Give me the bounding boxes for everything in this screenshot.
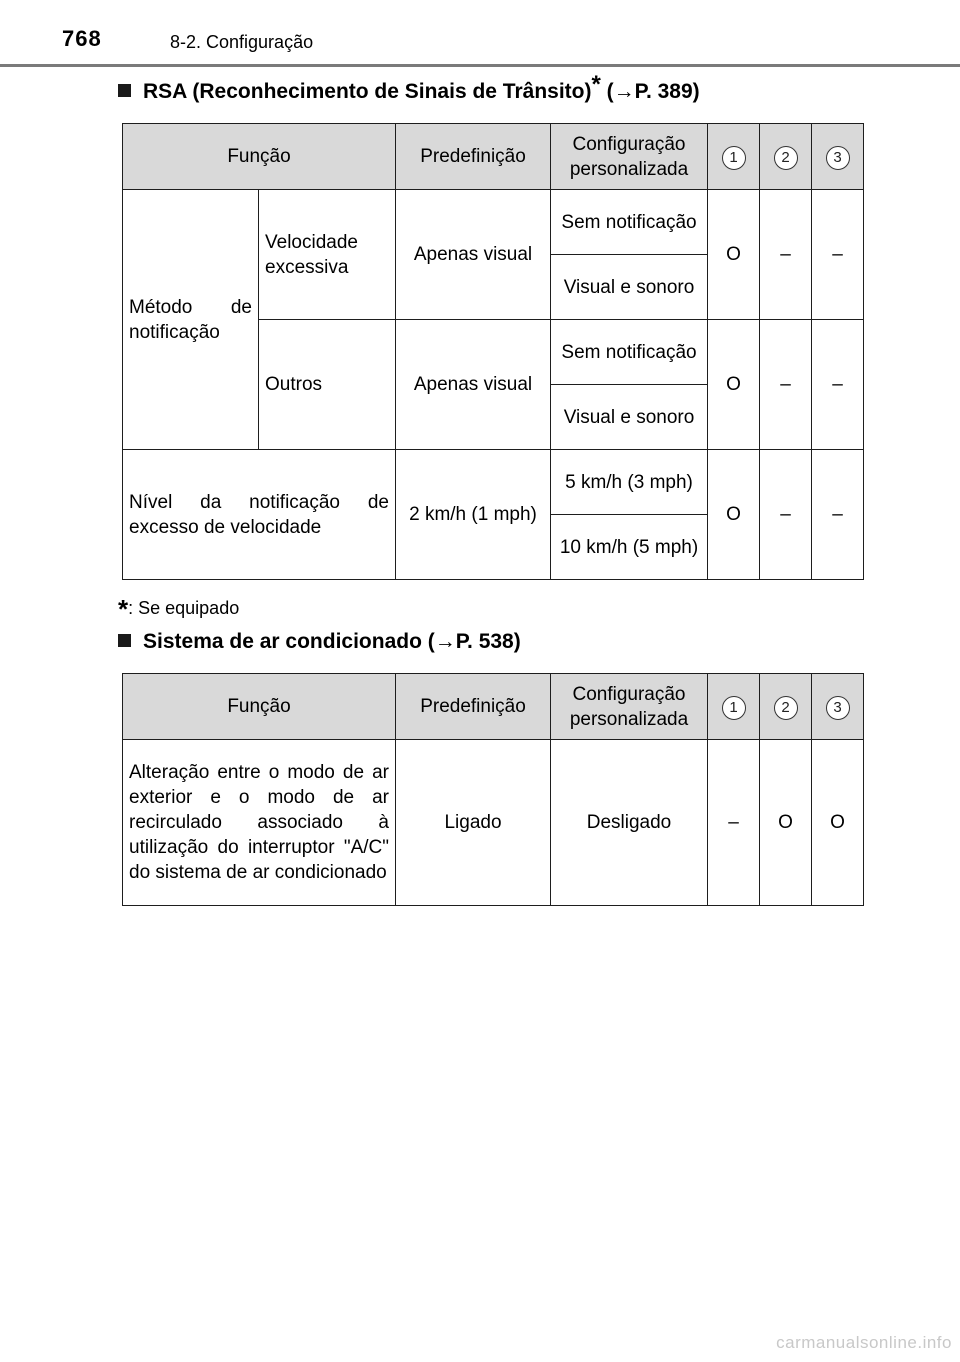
circle-1-icon: 1 bbox=[722, 146, 746, 170]
footnote bbox=[118, 590, 240, 624]
table-row bbox=[123, 190, 864, 255]
rsa-settings-table bbox=[122, 123, 864, 580]
ac-title-text: Sistema de ar condicionado ( bbox=[143, 630, 435, 653]
header-funcao: Função bbox=[123, 674, 396, 740]
header-col-1 bbox=[708, 124, 760, 190]
header-col-3 bbox=[812, 124, 864, 190]
circle-2-icon: 2 bbox=[774, 696, 798, 720]
cell-mark-2: – bbox=[760, 450, 812, 580]
section-label: 8-2. Configuração bbox=[170, 32, 314, 52]
header-col-2 bbox=[760, 124, 812, 190]
header-col-2 bbox=[760, 674, 812, 740]
page-header bbox=[0, 0, 960, 70]
circle-2-icon: 2 bbox=[774, 146, 798, 170]
ac-title-ref: →P. 538) bbox=[434, 630, 521, 653]
cell-mark-3: – bbox=[812, 320, 864, 450]
cell-mark-2: O bbox=[760, 740, 812, 906]
square-bullet-icon bbox=[118, 84, 131, 97]
cell-mark-3: – bbox=[812, 450, 864, 580]
header-config: Configuração personalizada bbox=[551, 124, 708, 190]
circle-1-icon: 1 bbox=[722, 696, 746, 720]
cell-mark-2: – bbox=[760, 320, 812, 450]
cell-ac-config: Desligado bbox=[551, 740, 708, 906]
rsa-title-text: RSA (Reconhecimento de Sinais de Trânsito) bbox=[143, 80, 592, 103]
cell-default-2: Apenas visual bbox=[396, 320, 551, 450]
header-divider bbox=[0, 64, 960, 67]
rsa-title-ref: (→P. 389) bbox=[600, 80, 700, 103]
header-predefinicao: Predefinição bbox=[396, 124, 551, 190]
ac-section-title bbox=[118, 630, 521, 654]
cell-ac-funcao: Alteração entre o modo de ar exterior e o modo de ar recirculado associado à utilização do interruptor "A/C" do sistema de ar condicionado bbox=[123, 740, 396, 906]
cell-option-visual: Visual e sonoro bbox=[551, 385, 708, 450]
cell-nivel-opt2: 10 km/h (5 mph) bbox=[551, 515, 708, 580]
cell-mark-1: O bbox=[708, 320, 760, 450]
rsa-title-star: * bbox=[591, 71, 601, 98]
rsa-section-title bbox=[118, 71, 700, 104]
header-predefinicao: Predefinição bbox=[396, 674, 551, 740]
cell-vel-excessiva: Velocidade excessiva bbox=[259, 190, 396, 320]
page-number: 768 bbox=[62, 26, 102, 51]
ac-settings-table bbox=[122, 673, 864, 906]
table-row bbox=[123, 740, 864, 906]
cell-option-sem: Sem notificação bbox=[551, 320, 708, 385]
header-col-3 bbox=[812, 674, 864, 740]
footnote-star: * bbox=[118, 594, 129, 624]
cell-default-1: Apenas visual bbox=[396, 190, 551, 320]
header-config: Configuração personalizada bbox=[551, 674, 708, 740]
cell-mark-1: – bbox=[708, 740, 760, 906]
cell-outros: Outros bbox=[259, 320, 396, 450]
cell-mark-2: – bbox=[760, 190, 812, 320]
cell-nivel-opt1: 5 km/h (3 mph) bbox=[551, 450, 708, 515]
table-header-row bbox=[123, 674, 864, 740]
cell-mark-1: O bbox=[708, 190, 760, 320]
circle-3-icon: 3 bbox=[826, 146, 850, 170]
cell-ac-predefinicao: Ligado bbox=[396, 740, 551, 906]
footnote-text: : Se equipado bbox=[128, 598, 240, 618]
table-row bbox=[123, 450, 864, 515]
circle-3-icon: 3 bbox=[826, 696, 850, 720]
cell-option-sem: Sem notificação bbox=[551, 190, 708, 255]
cell-nivel-default: 2 km/h (1 mph) bbox=[396, 450, 551, 580]
header-funcao: Função bbox=[123, 124, 396, 190]
cell-mark-3: – bbox=[812, 190, 864, 320]
watermark: carmanualsonline.info bbox=[776, 1333, 952, 1352]
cell-option-visual: Visual e sonoro bbox=[551, 255, 708, 320]
square-bullet-icon bbox=[118, 634, 131, 647]
table-header-row bbox=[123, 124, 864, 190]
cell-metodo: Método de notificação bbox=[123, 190, 259, 450]
header-col-1 bbox=[708, 674, 760, 740]
cell-mark-1: O bbox=[708, 450, 760, 580]
cell-nivel: Nível da notificação de excesso de velocidade bbox=[123, 450, 396, 580]
cell-mark-3: O bbox=[812, 740, 864, 906]
